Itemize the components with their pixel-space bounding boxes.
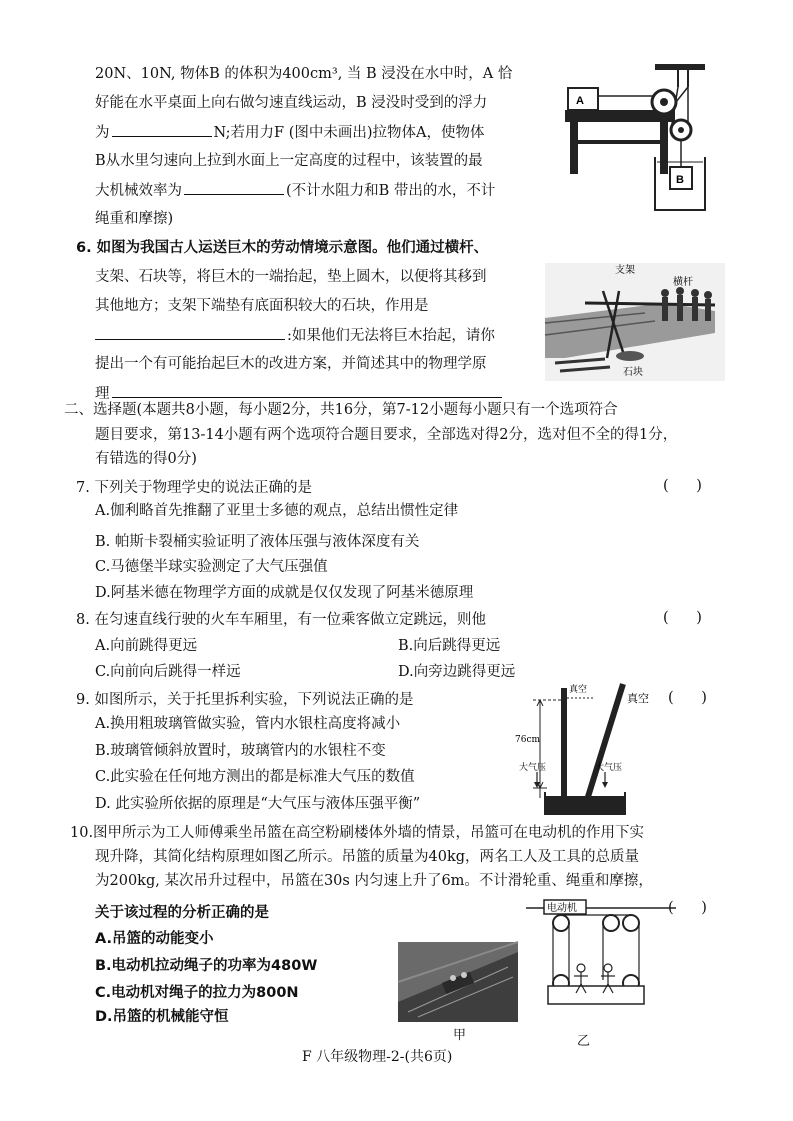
q9-torricelli-figure — [515, 680, 665, 818]
q9-fig-atm-label-1: 大气压 — [519, 763, 547, 773]
q6-line3: 其他地方；支架下端垫有底面积较大的石块，作用是 — [95, 298, 429, 314]
q6-fig-stone-label: 石块 — [623, 367, 643, 378]
q8-stem: 8. 在匀速直线行驶的火车车厢里，有一位乘客做立定跳远，则他 — [76, 612, 486, 628]
q9-stem: 9. 如图所示，关于托里拆利实验，下列说法正确的是 — [76, 692, 414, 708]
q10-fig-jia-caption: 甲 — [453, 1028, 467, 1043]
q5-line5-prefix: 大机械效率为 — [95, 183, 182, 199]
section2-line3: 有错选的得0分) — [95, 451, 197, 467]
q10-fig-jia-photo — [398, 942, 518, 1022]
q6-fig-support-label: 支架 — [615, 265, 635, 276]
q8-answer-paren[interactable]: ( ) — [663, 610, 702, 626]
q6-fig-lever-label: 横杆 — [673, 277, 693, 288]
q5-line3-prefix: 为 — [95, 125, 110, 141]
q8-option-b: B.向后跳得更远 — [398, 638, 501, 654]
q10-option-b: B.电动机拉动绳子的功率为480W — [95, 958, 318, 974]
q9-option-d: D. 此实验所依据的原理是“大气压与液体压强平衡” — [95, 796, 421, 812]
q9-option-c: C.此实验在任何地方测出的都是标准大气压的数值 — [95, 769, 415, 785]
q6-answer-blank-stone[interactable] — [95, 325, 285, 340]
q6-line2: 支架、石块等，将巨木的一端抬起，垫上圆木，以便将其移到 — [95, 269, 487, 285]
q10-option-c: C.电动机对绳子的拉力为800N — [95, 985, 299, 1001]
q9-fig-atm-label-2: 大气压 — [595, 763, 623, 773]
q9-option-a: A.换用粗玻璃管做实验，管内水银柱高度将减小 — [95, 716, 401, 732]
q8-option-a: A.向前跳得更远 — [95, 638, 198, 654]
q5-line5-suffix: (不计水阻力和B 带出的水，不计 — [286, 183, 496, 199]
q5-line6: 绳重和摩擦) — [95, 211, 174, 227]
q6-line1: 6. 如图为我国古人运送巨木的劳动情境示意图。他们通过横杆、 — [76, 240, 489, 256]
q5-answer-blank-efficiency[interactable] — [184, 180, 284, 195]
q10-fig-yi-caption: 乙 — [577, 1034, 591, 1049]
q5-answer-blank-buoyancy[interactable] — [112, 122, 212, 137]
q5-line2: 好能在水平桌面上向右做匀速直线运动，B 浸没时受到的浮力 — [95, 95, 488, 111]
q6-line5: 提出一个有可能抬起巨木的改进方案，并简述其中的物理学原 — [95, 356, 487, 372]
section2-line1: 二、选择题(本题共8小题，每小题2分，共16分，第7-12小题每小题只有一个选项符合 — [64, 402, 618, 418]
q7-option-d: D.阿基米德在物理学方面的成就是仅仅发现了阿基米德原理 — [95, 585, 474, 601]
section2-line2: 题目要求，第13-14小题有两个选项符合题目要求，全部选对得2分，选对但不全的得1分， — [95, 427, 678, 443]
q7-option-a: A.伽利略首先推翻了亚里士多德的观点，总结出惯性定律 — [95, 503, 459, 519]
q5-fig-label-a: A — [576, 95, 584, 107]
q7-option-c: C.马德堡半球实验测定了大气压强值 — [95, 559, 328, 575]
q10-answer-paren[interactable]: ( ) — [668, 900, 707, 916]
q7-option-b: B. 帕斯卡裂桶实验证明了液体压强与液体深度有关 — [95, 534, 420, 550]
q5-pulley-figure — [560, 62, 710, 214]
q5-line3 — [95, 122, 485, 143]
q10-option-a: A.吊篮的动能变小 — [95, 931, 214, 947]
q10-stem: 关于该过程的分析正确的是 — [95, 905, 269, 921]
q9-answer-paren[interactable]: ( ) — [668, 690, 707, 706]
q10-fig-motor-label: 电动机 — [547, 903, 577, 914]
q8-option-c: C.向前向后跳得一样远 — [95, 664, 241, 680]
q9-option-b: B.玻璃管倾斜放置时，玻璃管内的水银柱不变 — [95, 743, 386, 759]
q7-stem: 7. 下列关于物理学史的说法正确的是 — [76, 480, 312, 496]
q5-line1: 20N、10N, 物体B 的体积为400cm³, 当 B 浸没在水中时，A 恰 — [95, 66, 513, 82]
q6-giant-log-figure — [545, 263, 725, 381]
page-footer: F 八年级物理-2-(共6页) — [302, 1049, 453, 1065]
q6-line4-text: :如果他们无法将巨木抬起，请你 — [287, 328, 495, 344]
q6-line4 — [95, 325, 495, 346]
q10-fig-yi-schematic — [526, 898, 676, 1026]
q5-fig-label-b: B — [676, 174, 684, 186]
q10-line3: 为200kg, 某次吊升过程中，吊篮在30s 内匀速上升了6m。不计滑轮重、绳重和摩擦， — [95, 873, 653, 889]
q9-fig-vacuum-label-1: 真空 — [569, 685, 588, 695]
q10-line1: 10.图甲所示为工人师傅乘坐吊篮在高空粉刷楼体外墙的情景，吊篮可在电动机的作用下实 — [70, 825, 645, 841]
q8-option-d: D.向旁边跳得更远 — [398, 664, 516, 680]
q10-option-d: D.吊篮的机械能守恒 — [95, 1009, 229, 1025]
q10-line2: 现升降，其简化结构原理如图乙所示。吊篮的质量为40kg，两名工人及工具的总质量 — [95, 849, 640, 865]
q9-fig-height-label: 76cm — [515, 735, 541, 745]
q6-line6-text: 理 — [95, 386, 110, 402]
q9-fig-vacuum-label-2: 真空 — [627, 692, 649, 705]
q5-line4: B从水里匀速向上拉到水面上一定高度的过程中，该装置的最 — [95, 153, 483, 169]
q6-answer-blank-principle[interactable] — [112, 383, 502, 398]
q5-line3-suffix: N;若用力F (图中未画出)拉物体A，使物体 — [213, 125, 485, 141]
q5-line5 — [95, 180, 495, 201]
q7-answer-paren[interactable]: ( ) — [663, 478, 702, 494]
